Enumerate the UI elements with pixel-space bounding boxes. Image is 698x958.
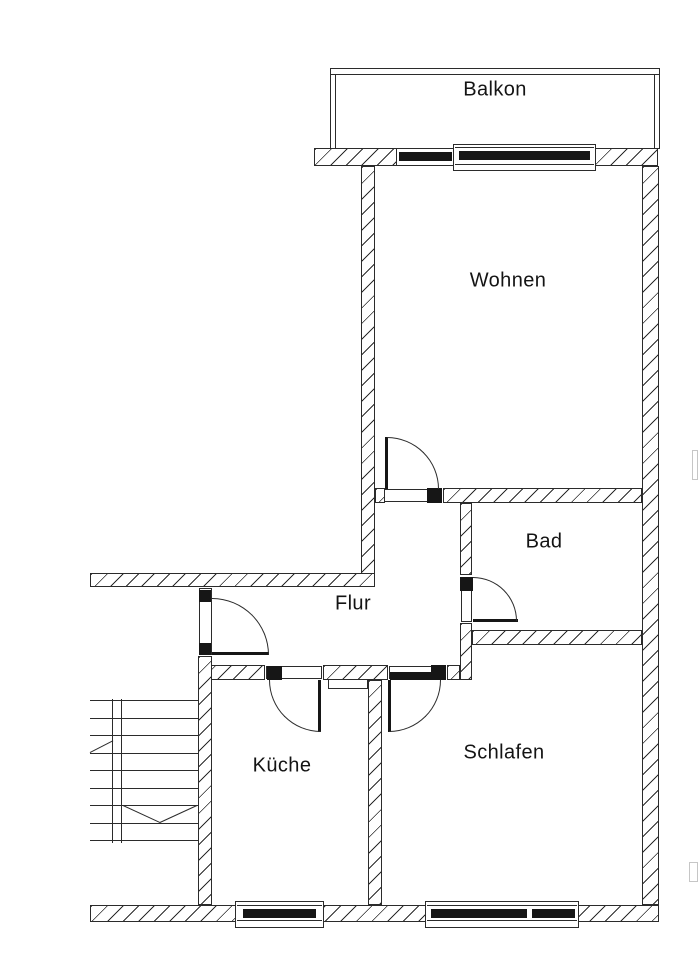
door-schlafen-latch-block bbox=[431, 665, 446, 680]
room-label-bad: Bad bbox=[525, 530, 563, 553]
wall-wohnen-left bbox=[361, 166, 375, 587]
room-label-schlafen: Schlafen bbox=[463, 741, 545, 764]
window-schlafen-glazing-right bbox=[532, 909, 575, 918]
staircase-break-line bbox=[90, 740, 114, 753]
window-kueche-sill-top bbox=[237, 905, 322, 906]
stair-direction-arrow-right bbox=[160, 805, 198, 823]
adjacent-structure-stub-upper bbox=[692, 450, 698, 480]
staircase-step bbox=[90, 840, 198, 841]
wall-bad-bottom bbox=[472, 630, 642, 645]
staircase-step bbox=[90, 700, 198, 701]
window-kueche-glazing bbox=[243, 909, 316, 918]
room-label-balkon: Balkon bbox=[463, 78, 527, 101]
window-schlafen-glazing-left bbox=[431, 909, 527, 918]
wall-niche-flur bbox=[328, 679, 368, 689]
wall-flur-bottom-b bbox=[323, 665, 388, 680]
balcony-railing-left bbox=[330, 74, 336, 149]
door-kueche-latch-block bbox=[267, 666, 282, 680]
window-wohnen-glazing bbox=[459, 151, 590, 160]
door-wohnen-swing-arc bbox=[387, 437, 439, 489]
window-schlafen-sill-top bbox=[427, 905, 577, 906]
staircase-step bbox=[90, 788, 198, 789]
stair-direction-arrow-left bbox=[123, 805, 161, 823]
room-label-kueche: Küche bbox=[252, 754, 312, 777]
room-label-flur: Flur bbox=[334, 592, 372, 615]
staircase-step bbox=[90, 805, 198, 806]
door-kueche-swing-arc bbox=[269, 680, 321, 732]
staircase-stringer-right bbox=[121, 699, 122, 843]
door-schlafen-swing-arc bbox=[389, 680, 441, 732]
staircase-step bbox=[90, 823, 198, 824]
staircase-step bbox=[90, 735, 198, 736]
staircase-step bbox=[90, 770, 198, 771]
wall-flur-top bbox=[90, 573, 375, 587]
window-wohnen-sill-top bbox=[455, 147, 594, 148]
window-kueche-sill-bottom bbox=[237, 920, 322, 921]
door-bad-latch-block bbox=[460, 577, 473, 591]
window-wohnen-sill-bottom bbox=[455, 164, 594, 165]
door-entrance-block-top bbox=[199, 590, 211, 602]
wall-bad-left-lower bbox=[460, 623, 472, 680]
staircase-step bbox=[90, 753, 198, 754]
wall-apartment-left bbox=[198, 656, 212, 905]
exterior-wall-right bbox=[642, 166, 659, 905]
door-wohnen-latch-block bbox=[427, 488, 442, 503]
wall-flur-bottom-c bbox=[447, 665, 460, 680]
staircase-step bbox=[90, 718, 198, 719]
balcony-railing-top bbox=[330, 68, 660, 75]
door-entrance-swing-arc bbox=[212, 598, 269, 655]
wall-kueche-schlafen bbox=[368, 680, 382, 905]
balcony-door-panel bbox=[399, 152, 452, 161]
adjacent-structure-stub-lower bbox=[689, 862, 698, 882]
room-label-wohnen: Wohnen bbox=[469, 269, 547, 292]
wall-wohnen-bad bbox=[443, 488, 642, 503]
balcony-railing-right bbox=[654, 74, 660, 149]
staircase-stringer-left bbox=[112, 699, 113, 843]
door-bad-swing-arc bbox=[473, 577, 517, 621]
window-schlafen-sill-bottom bbox=[427, 920, 577, 921]
wall-bad-left-upper bbox=[460, 503, 472, 575]
door-entrance-block-bottom bbox=[199, 643, 211, 655]
